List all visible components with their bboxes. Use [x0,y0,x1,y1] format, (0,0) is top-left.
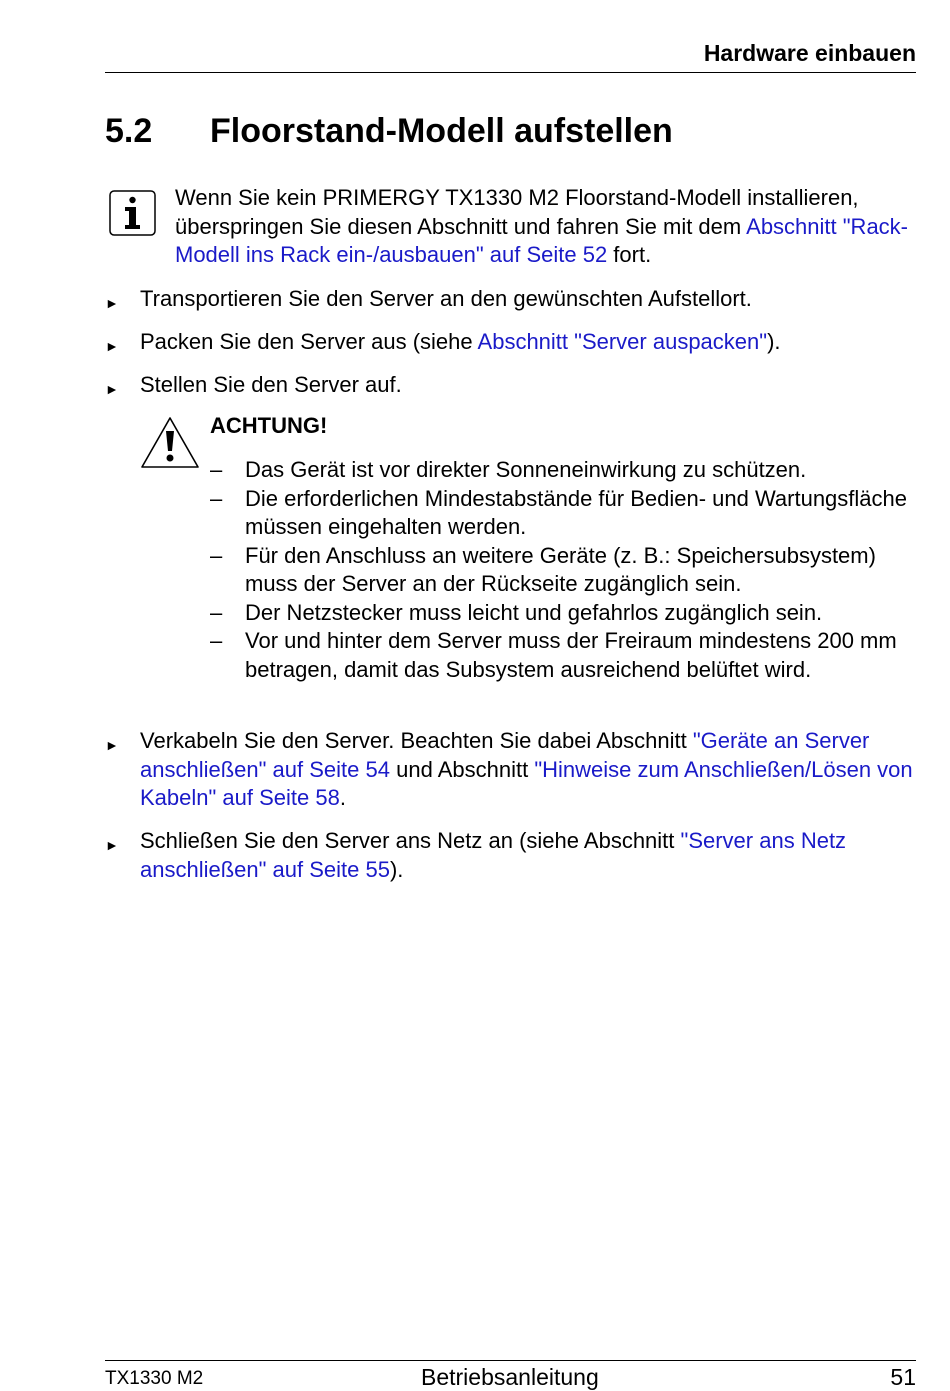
step-text-part: ). [767,329,781,354]
header-rule [105,72,916,73]
step-text [140,827,920,884]
link-hinweise-kabel[interactable]: "Hinweise zum Anschließen/Lösen von Kabeln" auf Seite 58 [140,756,913,810]
dash-marker: – [210,599,223,625]
section-number: 5.2 [105,112,153,150]
step-text-part: . [339,785,346,810]
info-icon [109,190,156,236]
step-text: Transportieren Sie den Server an den gewünschten Aufstellort. [140,286,752,311]
warning-item [210,485,922,542]
warning-list [210,456,922,684]
warning-item [210,599,922,628]
dash-marker: – [210,628,223,653]
header-title: Hardware einbauen [703,40,916,66]
warning-item [210,542,922,599]
footer-doc-type: Betriebsanleitung [421,1364,599,1390]
step-unpack [105,328,920,357]
triangle-right-icon: ► [105,338,119,354]
step-text-part: Verkabeln Sie den Server. Beachten Sie dabei Abschnitt [140,728,693,753]
footer-rule [105,1360,916,1361]
warning-triangle-icon [139,415,201,471]
triangle-right-icon: ► [105,737,119,753]
info-note-text: Wenn Sie kein PRIMERGY TX1330 M2 Floorstand-Modell installieren, überspringen Sie diesen Abschnitt und fahren Sie mit dem [175,185,859,239]
info-note-text-end: fort. [607,242,652,267]
dash-marker: – [210,542,223,568]
link-server-ans-netz[interactable]: "Server ans Netz anschließen" auf Seite 55 [140,828,847,882]
step-text: Stellen Sie den Server auf. [140,372,402,397]
step-transport [105,285,920,314]
step-text-part: und Abschnitt [389,756,535,782]
page-number: 51 [890,1364,916,1390]
info-note-link[interactable]: Abschnitt "Rack-Modell ins Rack ein-/ausbauen" auf Seite 52 [175,213,909,267]
step-text-part: Packen Sie den Server aus (siehe [140,329,478,354]
info-note [175,184,920,270]
step-cabling [105,727,920,813]
step-text-part: ). [389,856,404,882]
triangle-right-icon: ► [105,295,119,311]
warning-item-text: Das Gerät ist vor direkter Sonneneinwirkung zu schützen. [245,457,807,482]
step-text-part: Schließen Sie den Server ans Netz an (siehe Abschnitt [140,828,681,853]
warning-item-text: Der Netzstecker muss leicht und gefahrlos zugänglich sein. [245,599,823,625]
step-text [140,328,920,357]
triangle-right-icon: ► [105,381,119,397]
link-geraete-anschliessen[interactable]: "Geräte an Server anschließen" auf Seite 54 [140,728,870,782]
dash-marker: – [210,457,223,482]
warning-item-text: Für den Anschluss an weitere Geräte (z. B.: Speichersubsystem) muss der Server an der Rückseite zugänglich sein. [245,542,876,596]
step-power [105,827,920,884]
section-title: Floorstand-Modell aufstellen [210,112,673,150]
dash-marker: – [210,485,223,511]
step-text [140,727,920,813]
step-setup [105,371,920,400]
warning-item-text: Die erforderlichen Mindestabstände für Bedien- und Wartungsfläche müssen eingehalten werden. [245,485,907,539]
warning-item-text: Vor und hinter dem Server muss der Freiraum mindestens 200 mm betragen, damit das Subsystem ausreichend belüftet wird. [245,628,897,682]
warning-item [210,456,922,485]
warning-title: ACHTUNG! [210,413,328,438]
section-heading [105,112,673,151]
triangle-right-icon: ► [105,837,119,853]
warning-item [210,627,922,684]
link-server-auspacken[interactable]: Abschnitt "Server auspacken" [477,329,768,354]
footer-product: TX1330 M2 [105,1368,204,1389]
